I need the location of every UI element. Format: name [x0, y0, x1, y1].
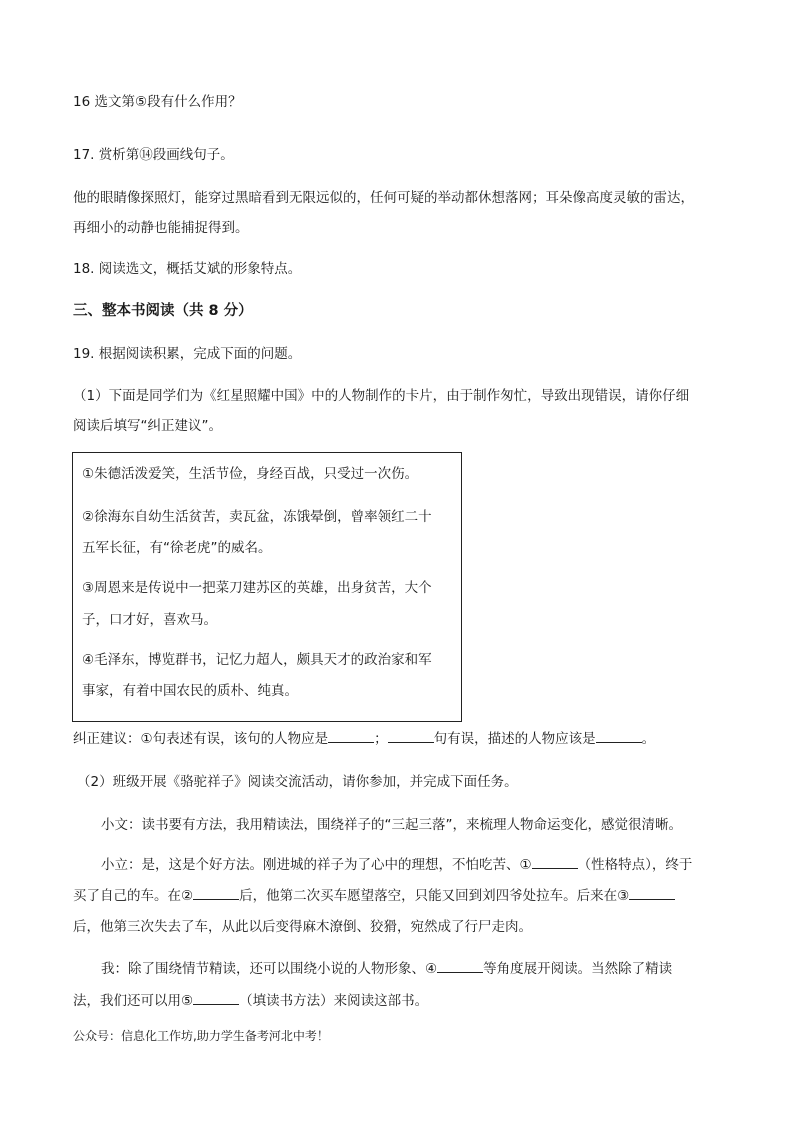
card-4-line-2: 事家，有着中国农民的质朴、纯真。 [82, 683, 298, 699]
xiaoli-text-a: 小立：是，这是个好方法。刚进城的祥子为了心中的理想，不怕吃苦、① [101, 857, 532, 873]
card-2-line-1: ②徐海东自幼生活贫苦，卖瓦盆，冻饿晕倒，曾率领红二十 [82, 509, 432, 525]
xiaowen-text: 小文：读书要有方法，我用精读法，围绕祥子的“三起三落”，来梳理人物命运变化，感觉很清晰。 [101, 817, 682, 833]
footer-note: 公众号：信息化工作坊,助力学生备考河北中考！ [73, 1029, 329, 1043]
card-3-line-1: ③周恩来是传说中一把菜刀建苏区的英雄，出身贫苦，大个 [82, 580, 432, 596]
quote-line-1: 他的眼睛像探照灯，能穿过黑暗看到无限远似的，任何可疑的举动都休想落网；耳朵像高度灵敏的雷达， [73, 190, 694, 206]
correction-blank-1[interactable] [328, 730, 374, 743]
blank-2[interactable] [193, 887, 239, 900]
blank-3[interactable] [629, 887, 675, 900]
me-text-c: 法，我们还可以用⑤ [73, 993, 194, 1009]
blank-1[interactable] [532, 856, 578, 869]
card-3-line-2: 子，口才好，喜欢马。 [82, 612, 217, 628]
correction-text-b: ； [374, 731, 388, 747]
correction-text-c: 句有误，描述的人物应该是 [433, 731, 596, 747]
me-text-b: 等角度展开阅读。当然除了精读 [483, 961, 673, 977]
me-text-a: 我：除了围绕情节精读，还可以围绕小说的人物形象、④ [101, 961, 438, 977]
question-17: 17. 赏析第⑭段画线句子。 [73, 147, 234, 163]
q19-1-line-1: （1）下面是同学们为《红星照耀中国》中的人物制作的卡片，由于制作匆忙，导致出现错误，请你仔细 [73, 388, 690, 404]
xiaoli-line-1 [101, 856, 692, 874]
q19-2: （2）班级开展《骆驼祥子》阅读交流活动，请你参加，并完成下面任务。 [77, 774, 518, 790]
correction-text-a: 纠正建议：①句表述有误，该句的人物应是 [73, 731, 329, 747]
xiaoli-text-c: 买了自己的车。在② [73, 888, 194, 904]
card-2-line-2: 五军长征，有“徐老虎”的威名。 [82, 540, 272, 556]
xiaoli-text-b: （性格特点），终于 [577, 857, 693, 873]
xiaoli-line-2 [73, 887, 675, 905]
correction-blank-2[interactable] [388, 730, 434, 743]
blank-5[interactable] [193, 992, 239, 1005]
me-text-d: （填读书方法）来阅读这部书。 [239, 993, 429, 1009]
xiaoli-text-d: 后，他第二次买车愿望落空，只能又回到刘四爷处拉车。后来在③ [239, 888, 630, 904]
correction-suggestion [73, 730, 655, 748]
q19-1-line-2: 阅读后填写“纠正建议”。 [73, 418, 222, 434]
card-1: ①朱德活泼爱笑，生活节俭，身经百战，只受过一次伤。 [82, 466, 419, 482]
question-18: 18. 阅读选文，概括艾斌的形象特点。 [73, 261, 302, 277]
quote-line-2: 再细小的动静也能捕捉得到。 [73, 220, 249, 236]
question-16: 16 选文第⑤段有什么作用？ [73, 94, 242, 110]
section-3-title: 三、整本书阅读（共 8 分） [73, 303, 253, 319]
me-line-2 [73, 992, 428, 1010]
correction-blank-3[interactable] [596, 730, 642, 743]
correction-text-d: 。 [641, 731, 656, 747]
xiaoli-line-3: 后，他第三次失去了车，从此以后变得麻木潦倒、狡猾，宛然成了行尸走肉。 [73, 919, 532, 935]
character-cards-box [72, 452, 462, 722]
question-19: 19. 根据阅读积累，完成下面的问题。 [73, 346, 302, 362]
card-4-line-1: ④毛泽东，博览群书，记忆力超人，颇具天才的政治家和军 [82, 652, 432, 668]
blank-4[interactable] [437, 960, 483, 973]
me-line-1 [101, 960, 672, 978]
